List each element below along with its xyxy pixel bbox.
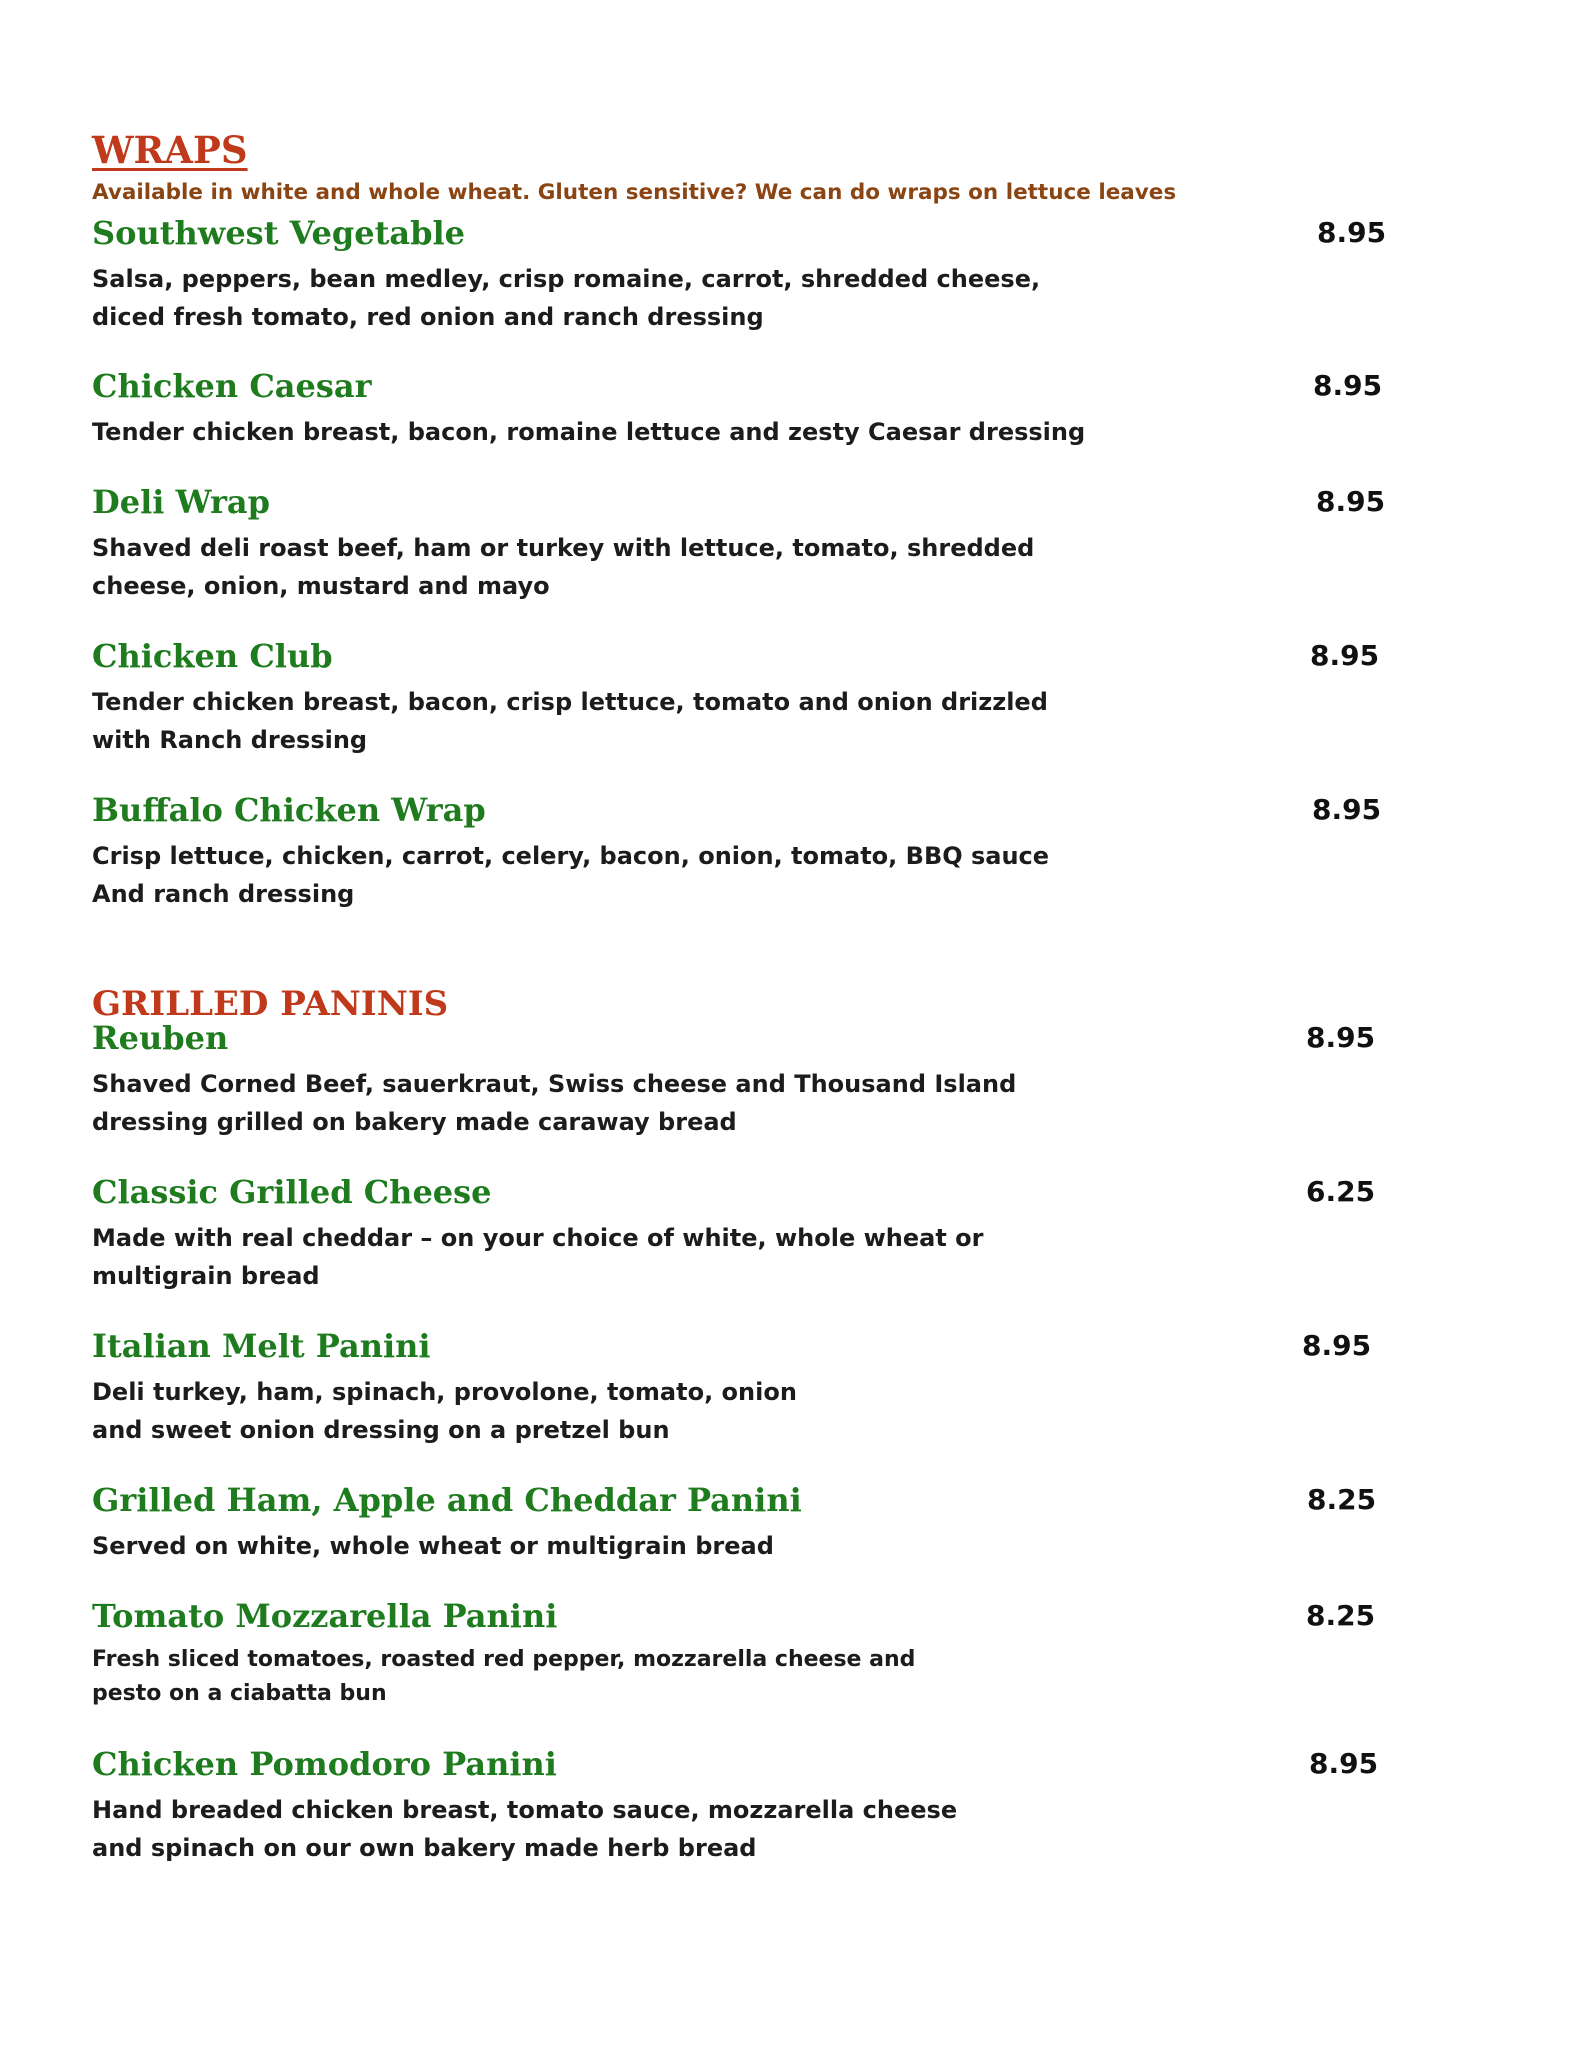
item-name: Tomato Mozzarella Panini <box>92 1597 558 1635</box>
description-line: Salsa, peppers, bean medley, crisp romaine, carrot, shredded cheese, <box>92 265 1041 293</box>
item-description <box>92 260 1040 336</box>
item-price: 8.25 <box>1306 1599 1376 1632</box>
item-name: Deli Wrap <box>92 483 271 521</box>
menu-item <box>92 1745 1422 1862</box>
description-line: with Ranch dressing <box>92 726 368 754</box>
description-line: Shaved deli roast beef, ham or turkey with lettuce, tomato, shredded <box>92 534 1035 562</box>
item-price: 8.95 <box>1302 1329 1372 1362</box>
description-line: Served on white, whole wheat or multigrain bread <box>92 1532 774 1560</box>
description-line: Shaved Corned Beef, sauerkraut, Swiss cheese and Thousand Island <box>92 1070 1017 1098</box>
menu-item <box>92 1019 1422 1136</box>
description-line: and spinach on our own bakery made herb bread <box>92 1834 757 1862</box>
item-name: Reuben <box>92 1019 229 1057</box>
description-line: Hand breaded chicken breast, tomato sauce, mozzarella cheese <box>92 1796 958 1824</box>
item-price: 8.95 <box>1316 485 1386 518</box>
item-price: 8.95 <box>1306 1021 1376 1054</box>
item-name: Chicken Club <box>92 637 333 675</box>
menu-item <box>92 214 1422 331</box>
description-line: multigrain bread <box>92 1262 320 1290</box>
item-price: 8.25 <box>1307 1483 1377 1516</box>
description-line: diced fresh tomato, red onion and ranch dressing <box>92 303 764 331</box>
item-description <box>92 529 1034 605</box>
description-line: Deli turkey, ham, spinach, provolone, tomato, onion <box>92 1378 797 1406</box>
item-description <box>92 683 1048 759</box>
item-price: 8.95 <box>1313 369 1383 402</box>
item-name: Buffalo Chicken Wrap <box>92 791 486 829</box>
paninis-section-title: GRILLED PANINIS <box>92 984 449 1024</box>
item-name: Classic Grilled Cheese <box>92 1173 492 1211</box>
item-description <box>92 1065 1016 1141</box>
item-name: Chicken Caesar <box>92 367 372 405</box>
item-description <box>92 1643 915 1711</box>
item-description <box>92 1527 774 1565</box>
menu-item <box>92 1327 1422 1444</box>
menu-item <box>92 483 1422 600</box>
item-name: Italian Melt Panini <box>92 1327 431 1365</box>
item-description <box>92 1791 957 1867</box>
item-price: 8.95 <box>1309 1747 1379 1780</box>
menu-item <box>92 637 1422 754</box>
description-line: Made with real cheddar – on your choice of white, whole wheat or <box>92 1224 984 1252</box>
menu-item <box>92 791 1422 908</box>
item-price: 6.25 <box>1306 1175 1376 1208</box>
description-line: pesto on a ciabatta bun <box>92 1681 387 1706</box>
wraps-section-title: WRAPS <box>92 128 248 172</box>
item-name: Grilled Ham, Apple and Cheddar Panini <box>92 1481 802 1519</box>
description-line: Tender chicken breast, bacon, crisp lettuce, tomato and onion drizzled <box>92 688 1048 716</box>
menu-item <box>92 1481 1422 1591</box>
description-line: dressing grilled on bakery made caraway bread <box>92 1108 737 1136</box>
menu-item <box>92 1173 1422 1290</box>
item-description <box>92 1219 984 1295</box>
item-name: Southwest Vegetable <box>92 214 465 252</box>
item-description <box>92 837 1049 913</box>
item-name: Chicken Pomodoro Panini <box>92 1745 557 1783</box>
description-line: and sweet onion dressing on a pretzel bun <box>92 1416 670 1444</box>
item-description <box>92 413 1085 451</box>
item-description <box>92 1373 797 1449</box>
menu-item <box>92 1597 1422 1707</box>
menu-item <box>92 367 1422 477</box>
description-line: Fresh sliced tomatoes, roasted red pepper, mozzarella cheese and <box>92 1647 916 1672</box>
description-line: And ranch dressing <box>92 880 355 908</box>
item-price: 8.95 <box>1310 639 1380 672</box>
description-line: Crisp lettuce, chicken, carrot, celery, bacon, onion, tomato, BBQ sauce <box>92 842 1050 870</box>
item-price: 8.95 <box>1317 216 1387 249</box>
wraps-note: Available in white and whole wheat. Gluten sensitive? We can do wraps on lettuce leaves <box>92 180 1177 205</box>
description-line: Tender chicken breast, bacon, romaine lettuce and zesty Caesar dressing <box>92 418 1086 446</box>
item-price: 8.95 <box>1312 793 1382 826</box>
description-line: cheese, onion, mustard and mayo <box>92 572 550 600</box>
